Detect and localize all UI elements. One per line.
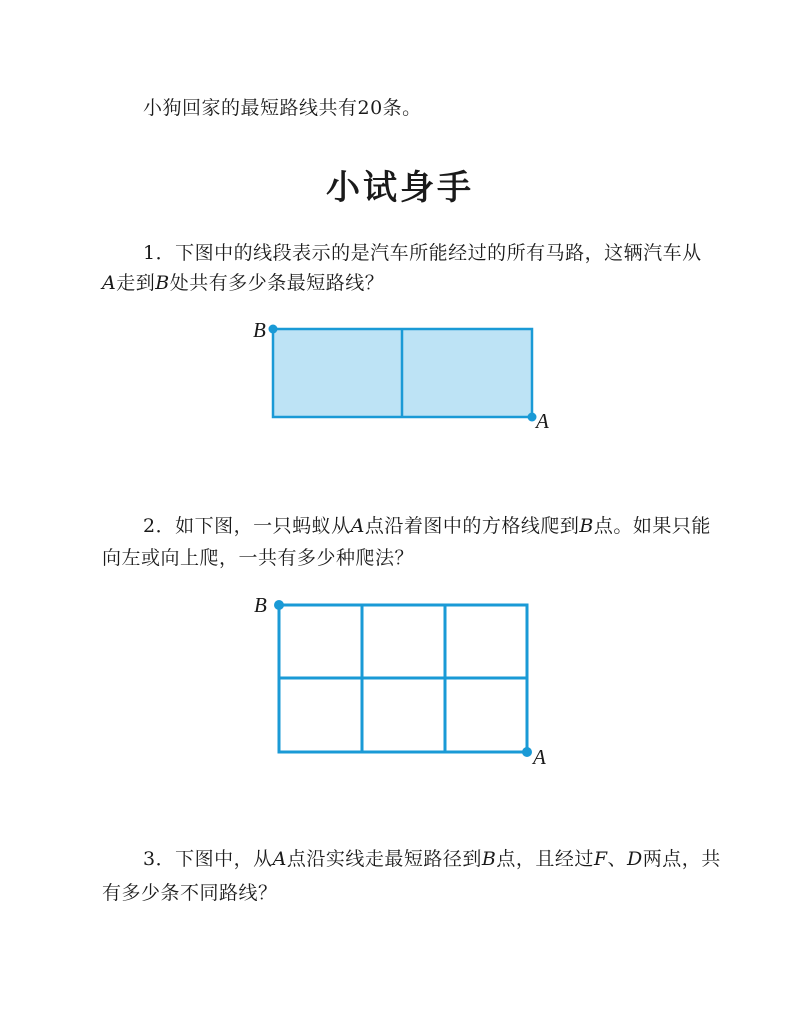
q1-line-1: [143, 241, 702, 265]
q2-grid-diagram: [250, 592, 560, 772]
q1-text-mid: 走到: [116, 272, 156, 294]
q2-label-b: B: [254, 593, 267, 617]
q3-line-1: [143, 847, 721, 871]
q2-point-b: B: [579, 515, 594, 537]
q2-point-a: A: [350, 515, 365, 537]
q2-text-end: 点。如果只能: [593, 515, 711, 537]
q2-label-a: A: [533, 745, 546, 769]
q3-line-2: 有多少条不同路线？: [102, 882, 278, 904]
q3-point-d: D: [627, 848, 643, 870]
intro-text: 小狗回家的最短路线共有20条。: [143, 97, 422, 119]
q1-label-a: A: [536, 409, 549, 433]
q1-road-diagram: [250, 318, 560, 438]
q1-text: 1．下图中的线段表示的是汽车所能经过的所有马路，这辆汽车从: [143, 242, 702, 264]
q1-label-b: B: [253, 318, 266, 342]
q1-line-2: [102, 271, 384, 295]
q3-text-mid: 点沿实线走最短路径到: [286, 848, 482, 870]
q1-point-a: A: [102, 272, 117, 294]
q2-point-b-dot: [274, 600, 284, 610]
q3-text-end: 两点，共: [642, 848, 721, 870]
q3-point-a: A: [272, 848, 287, 870]
q1-point-b-dot: [269, 325, 278, 334]
q3-text-mid2: 点，且经过: [496, 848, 594, 870]
q3-point-b: B: [481, 848, 497, 870]
q2-text: 2．如下图，一只蚂蚁从: [143, 515, 351, 537]
q2-line-2: 向左或向上爬，一共有多少种爬法？: [102, 547, 415, 569]
q2-point-a-dot: [522, 747, 532, 757]
q1-text-end: 处共有多少条最短路线？: [169, 272, 385, 294]
section-title: 小试身手: [326, 168, 474, 208]
q2-line-1: [143, 514, 711, 538]
q2-text-mid: 点沿着图中的方格线爬到: [364, 515, 580, 537]
q3-text: 3．下图中，从: [143, 848, 273, 870]
q3-sep: 、: [607, 848, 628, 870]
q3-point-f: F: [593, 848, 608, 870]
q1-point-b: B: [155, 272, 170, 294]
